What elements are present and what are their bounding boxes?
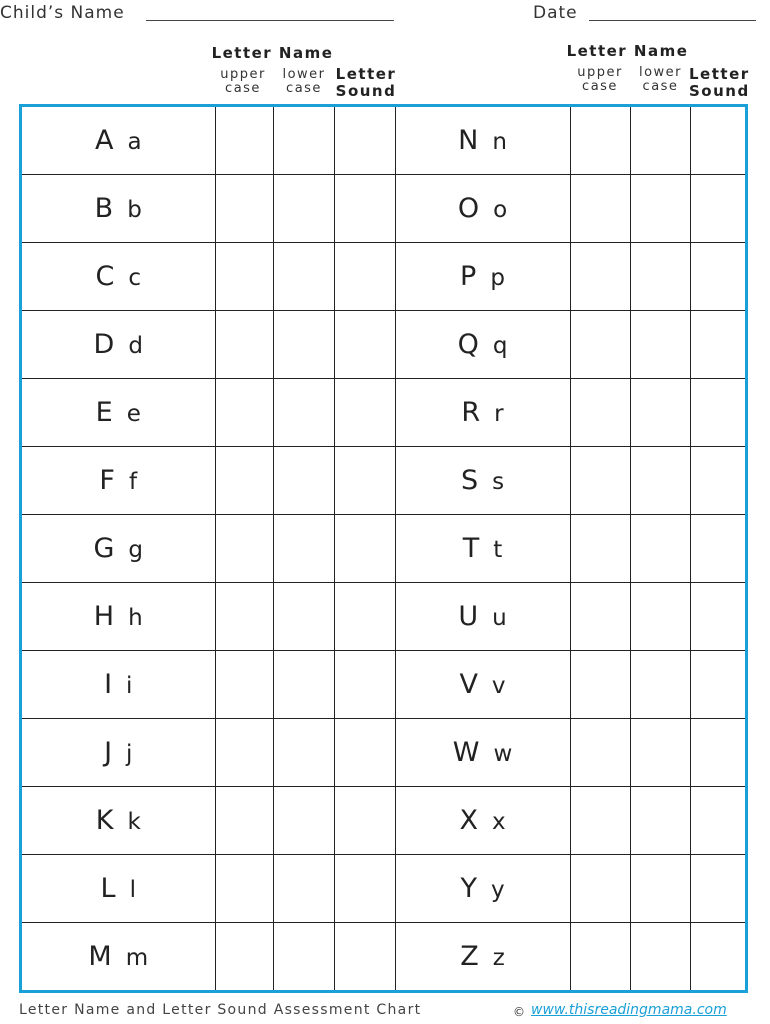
right-letter-pair-cell [395,446,570,514]
left-uppercase-letter: E [95,396,113,428]
right-upper-case-cell[interactable] [570,787,630,855]
left-upper-case-cell[interactable] [215,310,273,378]
left-lowercase-letter: j [126,741,133,768]
left-letter-pair-cell [22,242,215,310]
left-lowercase-letter: i [126,673,133,700]
right-uppercase-letter: U [458,601,479,633]
right-letter-sound-cell[interactable] [690,446,745,514]
left-lowercase-letter: h [128,605,143,632]
left-upper-case-cell[interactable] [215,923,273,990]
right-lower-case-cell[interactable] [630,378,690,446]
right-upper-case-header: upper case [577,65,623,95]
right-letter-sound-cell[interactable] [690,242,745,310]
left-lowercase-letter: b [127,196,142,223]
left-letter-pair-cell [22,174,215,242]
left-letter-sound-cell[interactable] [334,310,395,378]
left-upper-case-cell[interactable] [215,242,273,310]
right-uppercase-letter: P [460,260,477,292]
left-lowercase-letter: e [126,400,141,427]
right-letter-sound-cell[interactable] [690,514,745,582]
left-letter-pair-cell [22,719,215,787]
right-lowercase-letter: y [490,877,505,904]
right-letter-sound-cell[interactable] [690,787,745,855]
left-letter-sound-cell[interactable] [334,855,395,923]
left-lower-case-cell[interactable] [273,855,334,923]
right-letter-pair-cell [395,582,570,650]
right-uppercase-letter: R [461,396,481,428]
left-lower-case-cell[interactable] [273,310,334,378]
right-letter-pair-cell [395,378,570,446]
left-uppercase-letter: F [99,464,115,496]
left-upper-case-cell[interactable] [215,582,273,650]
right-letter-sound-header: Letter Sound [689,65,750,100]
right-letter-name-header: Letter Name [566,42,689,60]
right-uppercase-letter: Y [460,873,477,905]
right-lower-case-cell[interactable] [630,582,690,650]
left-lower-case-cell[interactable] [273,242,334,310]
right-lowercase-letter: n [492,128,507,155]
left-letter-sound-cell[interactable] [334,378,395,446]
right-upper-case-cell[interactable] [570,651,630,719]
right-uppercase-letter: X [459,805,478,837]
left-letter-pair-cell [22,310,215,378]
left-lowercase-letter: m [125,945,149,972]
right-uppercase-letter: W [452,737,480,769]
right-lowercase-letter: u [492,605,507,632]
chart-row [22,242,745,310]
right-letter-sound-cell[interactable] [690,107,745,174]
left-letter-name-header: Letter Name [211,44,334,62]
right-letter-sound-cell[interactable] [690,651,745,719]
chart-row [22,582,745,650]
chart-row [22,923,745,990]
left-letter-pair-cell [22,514,215,582]
chart-row [22,310,745,378]
right-lowercase-letter: w [493,741,513,768]
right-lowercase-letter: t [493,536,503,563]
chart-row [22,719,745,787]
left-upper-case-cell[interactable] [215,719,273,787]
left-letter-pair-cell [22,582,215,650]
left-upper-case-cell[interactable] [215,378,273,446]
right-upper-case-cell[interactable] [570,242,630,310]
left-uppercase-letter: I [104,669,113,701]
right-uppercase-letter: V [459,669,478,701]
right-lowercase-letter: v [491,673,506,700]
chart-row [22,446,745,514]
left-uppercase-letter: J [104,737,113,769]
right-letter-sound-cell[interactable] [690,378,745,446]
left-letter-sound-cell[interactable] [334,514,395,582]
left-uppercase-letter: C [95,260,115,292]
left-lowercase-letter: d [128,332,143,359]
left-uppercase-letter: D [93,328,115,360]
right-uppercase-letter: Z [460,941,479,973]
left-letter-pair-cell [22,651,215,719]
right-letter-pair-cell [395,719,570,787]
date-field[interactable] [589,20,756,21]
left-uppercase-letter: H [93,601,115,633]
date-label: Date [533,3,578,23]
left-lowercase-letter: l [129,877,136,904]
assessment-chart [19,104,748,993]
right-upper-case-cell[interactable] [570,923,630,990]
right-letter-pair-cell [395,855,570,923]
left-letter-sound-cell[interactable] [334,242,395,310]
right-letter-pair-cell [395,174,570,242]
left-upper-case-cell[interactable] [215,107,273,174]
right-upper-case-cell[interactable] [570,310,630,378]
left-letter-sound-cell[interactable] [334,787,395,855]
right-upper-case-cell[interactable] [570,107,630,174]
right-lowercase-letter: z [492,945,505,972]
chart-row [22,787,745,855]
left-upper-case-cell[interactable] [215,446,273,514]
chart-row [22,174,745,242]
right-lower-case-cell[interactable] [630,514,690,582]
left-lower-case-cell[interactable] [273,787,334,855]
right-lowercase-letter: q [492,332,508,359]
right-upper-case-cell[interactable] [570,174,630,242]
left-lower-case-cell[interactable] [273,923,334,990]
left-letter-pair-cell [22,378,215,446]
right-uppercase-letter: N [458,124,479,156]
left-lower-case-cell[interactable] [273,582,334,650]
right-lower-case-header: lower case [638,65,683,95]
left-letter-sound-header: Letter Sound [335,65,397,100]
right-uppercase-letter: Q [457,328,479,360]
right-lower-case-cell[interactable] [630,719,690,787]
left-lowercase-letter: a [127,128,142,155]
right-lowercase-letter: o [493,196,508,223]
left-lower-case-cell[interactable] [273,446,334,514]
right-letter-sound-cell[interactable] [690,719,745,787]
left-letter-sound-cell[interactable] [334,582,395,650]
childs-name-label: Child’s Name [0,3,125,23]
left-lower-case-header: lower case [282,67,326,97]
footer-title: Letter Name and Letter Sound Assessment Chart [19,1002,422,1018]
left-lower-case-cell[interactable] [273,107,334,174]
left-letter-sound-cell[interactable] [334,107,395,174]
right-letter-pair-cell [395,242,570,310]
right-lower-case-cell[interactable] [630,787,690,855]
website-link[interactable]: www.thisreadingmama.com [531,1002,727,1018]
right-upper-case-cell[interactable] [570,855,630,923]
left-lowercase-letter: k [127,809,141,836]
left-upper-case-cell[interactable] [215,514,273,582]
left-lower-case-cell[interactable] [273,378,334,446]
right-letter-sound-cell[interactable] [690,174,745,242]
left-letter-sound-cell[interactable] [334,923,395,990]
left-lower-case-cell[interactable] [273,719,334,787]
left-uppercase-letter: M [88,941,112,973]
right-letter-sound-cell[interactable] [690,923,745,990]
left-lower-case-cell[interactable] [273,174,334,242]
left-letter-sound-cell[interactable] [334,651,395,719]
assessment-grid [22,107,745,990]
copyright-symbol: © [513,1005,525,1019]
left-lower-case-cell[interactable] [273,514,334,582]
right-lowercase-letter: r [494,400,504,427]
chart-row [22,855,745,923]
right-uppercase-letter: O [457,192,480,224]
right-letter-pair-cell [395,651,570,719]
right-uppercase-letter: T [462,532,480,564]
left-letter-sound-cell[interactable] [334,446,395,514]
left-uppercase-letter: A [94,124,114,156]
right-letter-pair-cell [395,514,570,582]
left-uppercase-letter: L [100,873,116,905]
right-letter-sound-cell[interactable] [690,310,745,378]
left-upper-case-cell[interactable] [215,174,273,242]
right-lowercase-letter: s [492,468,505,495]
right-lower-case-cell[interactable] [630,855,690,923]
left-letter-pair-cell [22,855,215,923]
right-upper-case-cell[interactable] [570,719,630,787]
right-upper-case-cell[interactable] [570,514,630,582]
left-lowercase-letter: c [128,264,141,291]
left-letter-sound-cell[interactable] [334,719,395,787]
right-lower-case-cell[interactable] [630,923,690,990]
left-letter-pair-cell [22,787,215,855]
right-letter-pair-cell [395,923,570,990]
left-uppercase-letter: B [94,192,114,224]
left-letter-pair-cell [22,446,215,514]
right-lowercase-letter: x [491,809,506,836]
childs-name-field[interactable] [146,20,394,21]
right-letter-pair-cell [395,107,570,174]
right-lower-case-cell[interactable] [630,310,690,378]
left-uppercase-letter: K [95,805,114,837]
left-lowercase-letter: g [128,536,144,563]
right-upper-case-cell[interactable] [570,378,630,446]
right-letter-sound-cell[interactable] [690,582,745,650]
right-upper-case-cell[interactable] [570,446,630,514]
chart-row [22,378,745,446]
left-lowercase-letter: f [128,468,138,495]
left-upper-case-cell[interactable] [215,787,273,855]
left-upper-case-header: upper case [220,67,266,97]
right-lowercase-letter: p [490,264,505,291]
right-lower-case-cell[interactable] [630,107,690,174]
right-lower-case-cell[interactable] [630,174,690,242]
left-letter-pair-cell [22,107,215,174]
left-upper-case-cell[interactable] [215,651,273,719]
left-letter-sound-cell[interactable] [334,174,395,242]
chart-row [22,514,745,582]
right-lower-case-cell[interactable] [630,446,690,514]
right-uppercase-letter: S [460,464,479,496]
right-letter-sound-cell[interactable] [690,855,745,923]
chart-row [22,651,745,719]
left-uppercase-letter: G [93,532,115,564]
right-letter-pair-cell [395,310,570,378]
left-letter-pair-cell [22,923,215,990]
right-lower-case-cell[interactable] [630,242,690,310]
left-upper-case-cell[interactable] [215,855,273,923]
left-lower-case-cell[interactable] [273,651,334,719]
right-upper-case-cell[interactable] [570,582,630,650]
right-letter-pair-cell [395,787,570,855]
right-lower-case-cell[interactable] [630,651,690,719]
chart-row [22,107,745,174]
